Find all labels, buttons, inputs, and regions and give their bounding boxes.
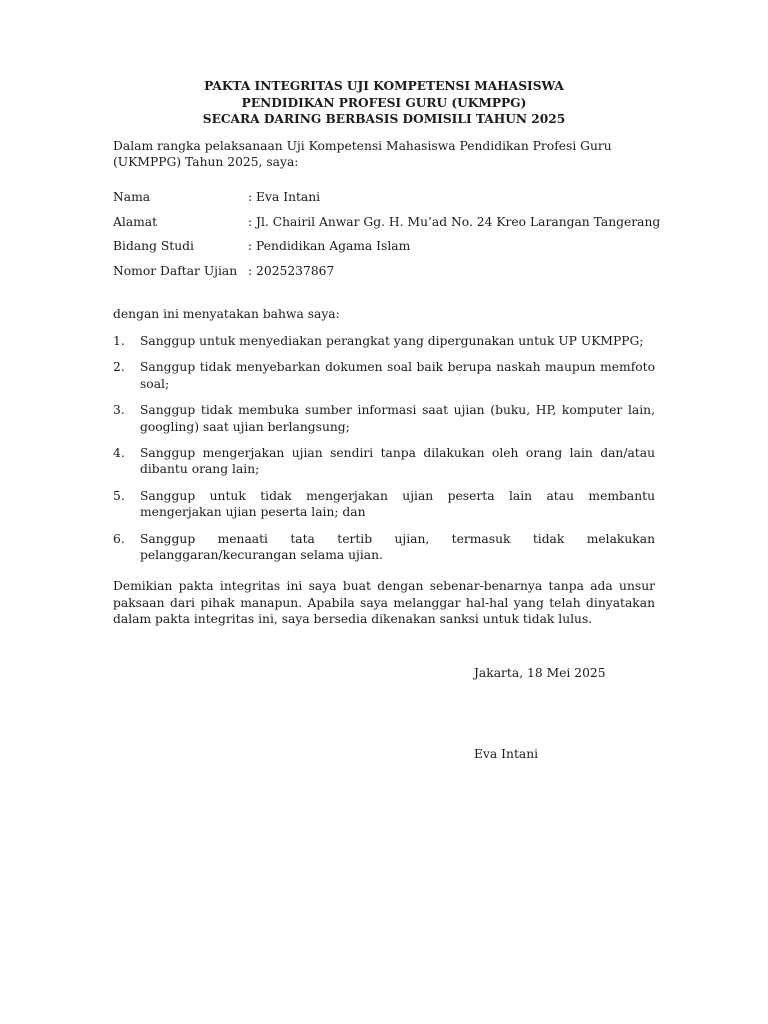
list-item	[113, 445, 655, 478]
title-line-1: PAKTA INTEGRITAS UJI KOMPETENSI MAHASISWA	[204, 79, 564, 93]
identity-row-alamat	[113, 214, 673, 239]
identity-label: Nomor Daftar Ujian	[113, 264, 238, 279]
list-item	[113, 333, 655, 349]
list-item-text: Sanggup menaati tata tertib ujian, termasuk tidak melakukan pelanggaran/kecurangan selama ujian.	[140, 531, 655, 563]
list-item	[113, 402, 655, 435]
identity-value: : Eva Intani	[248, 190, 321, 204]
identity-table	[113, 189, 673, 288]
list-item-number: 6.	[113, 531, 125, 546]
list-item-number: 1.	[113, 334, 125, 348]
identity-label: Bidang Studi	[113, 239, 194, 254]
list-item	[113, 359, 655, 392]
list-item	[113, 531, 655, 564]
commitment-list	[113, 333, 655, 573]
list-item-text: Sanggup untuk tidak mengerjakan ujian peserta lain atau membantu mengerjakan ujian peserta lain; dan	[140, 488, 655, 520]
list-item-text: Sanggup tidak membuka sumber informasi saat ujian (buku, HP, komputer lain, googling) saat ujian berlangsung;	[140, 403, 655, 434]
list-item-number: 5.	[113, 488, 125, 503]
identity-label: Nama	[113, 190, 151, 204]
list-item-number: 3.	[113, 403, 125, 418]
intro-paragraph: Dalam rangka pelaksanaan Uji Kompetensi Mahasiswa Pendidikan Profesi Guru (UKMPPG) Tahun 2025, saya:	[113, 139, 612, 169]
signer-name: Eva Intani	[474, 747, 539, 761]
identity-value: : Jl. Chairil Anwar Gg. H. Mu’ad No. 24 Kreo Larangan Tangerang	[248, 214, 661, 229]
list-item-text: Sanggup untuk menyediakan perangkat yang dipergunakan untuk UP UKMPPG;	[140, 334, 644, 348]
list-item-number: 4.	[113, 446, 125, 461]
identity-label: Alamat	[113, 214, 158, 229]
closing-paragraph: Demikian pakta integritas ini saya buat dengan sebenar-benarnya tanpa ada unsur paksaan dari pihak manapun. Apabila saya melanggar hal-hal yang telah dinyatakan dalam pakta integritas ini, saya bersedia dikenakan sanksi untuk tidak lulus.	[113, 579, 655, 626]
identity-row-bidang-studi	[113, 238, 673, 263]
place-date: Jakarta, 18 Mei 2025	[474, 666, 606, 680]
identity-value: : Pendidikan Agama Islam	[248, 239, 411, 254]
list-item	[113, 488, 655, 521]
title-line-2: PENDIDIKAN PROFESI GURU (UKMPPG)	[241, 95, 527, 110]
identity-value: : 2025237867	[248, 264, 335, 279]
list-item-text: Sanggup tidak menyebarkan dokumen soal baik berupa naskah maupun memfoto soal;	[140, 360, 655, 391]
list-item-text: Sanggup mengerjakan ujian sendiri tanpa dilakukan oleh orang lain dan/atau dibantu orang lain;	[140, 446, 655, 477]
document-title	[113, 78, 655, 128]
identity-row-nomor-daftar-ujian	[113, 263, 673, 288]
statement-line: dengan ini menyatakan bahwa saya:	[113, 307, 340, 321]
list-item-number: 2.	[113, 360, 125, 375]
identity-row-nama	[113, 189, 673, 214]
title-line-3: SECARA DARING BERBASIS DOMISILI TAHUN 2025	[202, 112, 566, 126]
